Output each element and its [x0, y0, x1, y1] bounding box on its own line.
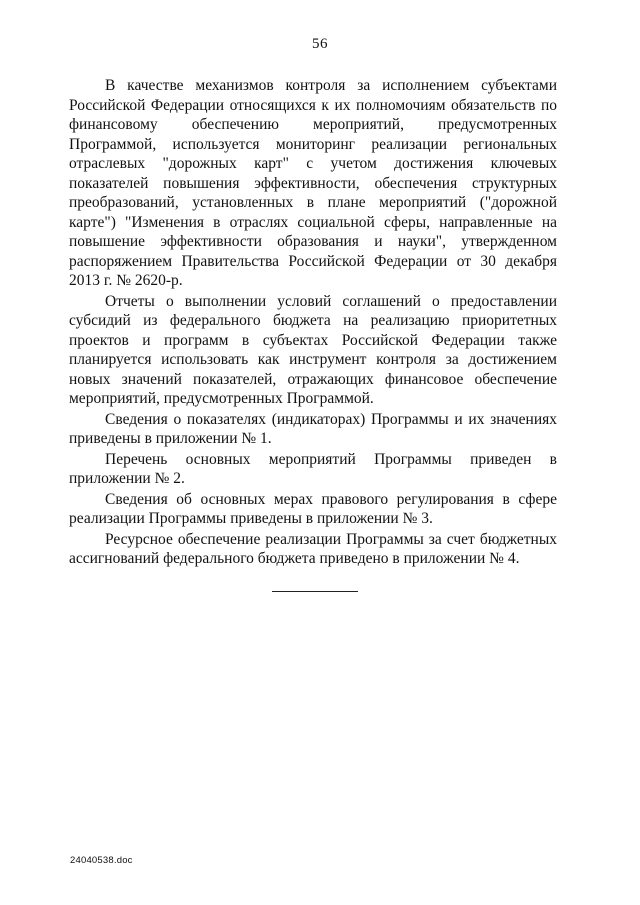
paragraph-appendix-1: Сведения о показателях (индикаторах) Программы и их значениях приведены в приложении № 1. — [69, 410, 557, 447]
paragraph-subsidy-reports: Отчеты о выполнении условий соглашений о предоставлении субсидий из федерального бюджета на реализацию приоритетных проектов и программ в субъектах Российской Федерации также планируется использовать как инструмент контроля за достижением новых значений показателей, отражающих финансовое обеспечение мероприятий, предусмотренных Программой. — [69, 292, 557, 407]
page-number: 56 — [312, 36, 328, 52]
paragraph-control-mechanisms: В качестве механизмов контроля за исполнением субъектами Российской Федерации относящихся к их полномочиям обязательств по финансовому обеспечению мероприятий, предусмотренных Программой, используется мониторинг реализации региональных отраслевых "дорожных карт" с учетом достижения ключевых показателей повышения эффективности, обеспечения структурных преобразований, установленных в плане мероприятий ("дорожной карте") "Изменения в отраслях социальной сферы, направленные на повышение эффективности образования и науки", утвержденном распоряжением Правительства Российской Федерации от 30 декабря 2013 г. № 2620-р. — [69, 77, 557, 289]
footer-file-code: 24040538.doc — [70, 855, 133, 866]
paragraph-appendix-4: Ресурсное обеспечение реализации Программы за счет бюджетных ассигнований федерального бюджета приведено в приложении № 4. — [69, 530, 557, 567]
end-divider-line — [272, 591, 358, 592]
document-body — [69, 76, 557, 570]
paragraph-appendix-2: Перечень основных мероприятий Программы приведен в приложении № 2. — [69, 450, 557, 487]
paragraph-appendix-3: Сведения об основных мерах правового регулирования в сфере реализации Программы приведены в приложении № 3. — [69, 490, 557, 527]
